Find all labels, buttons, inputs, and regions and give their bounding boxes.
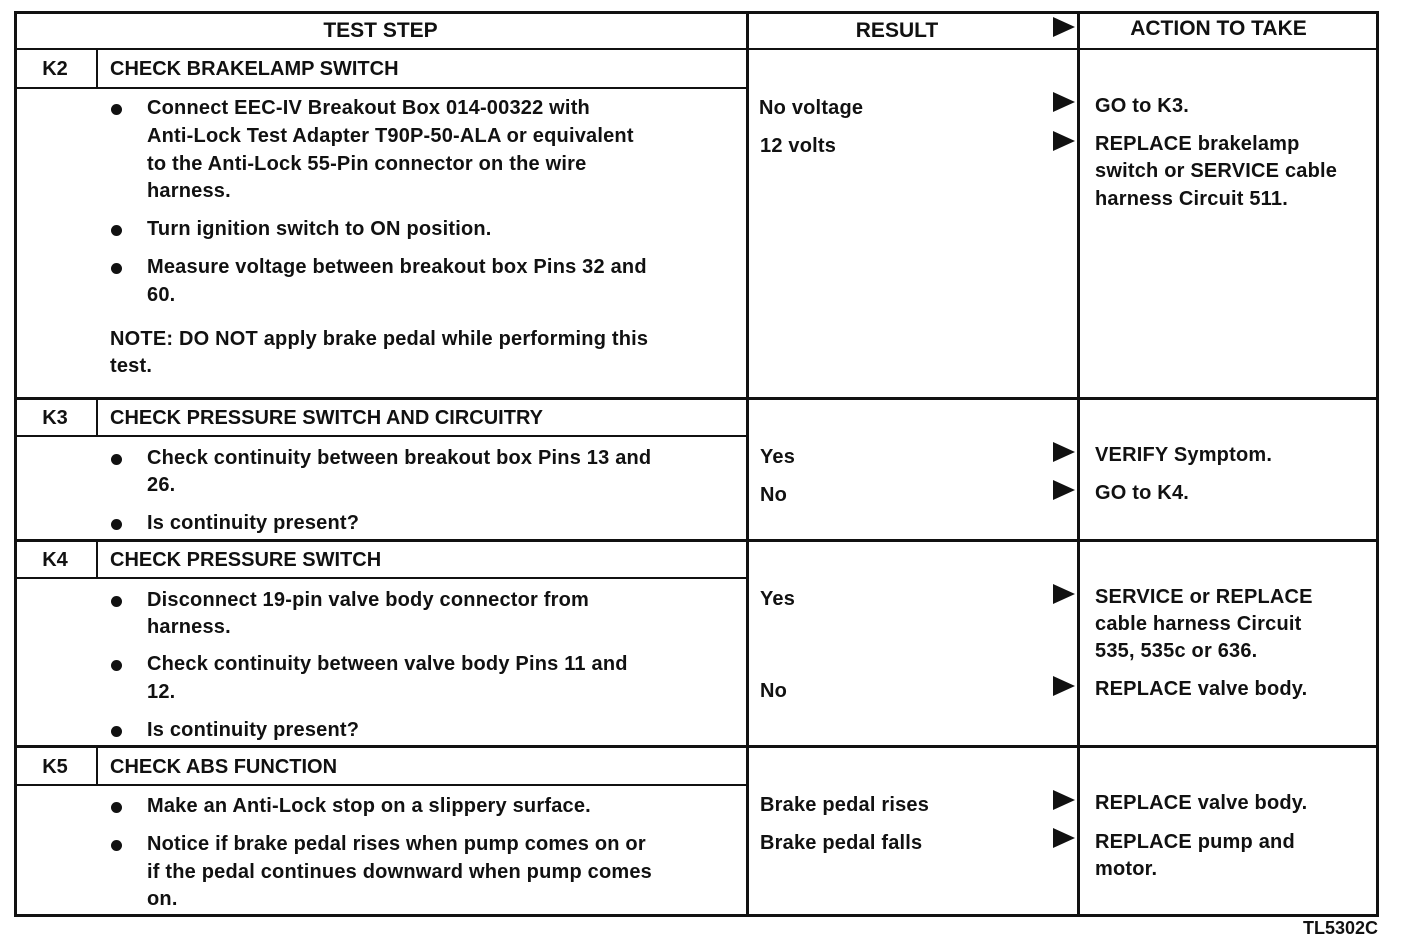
k2-bullet3-line1: Measure voltage between breakout box Pins 32 and — [147, 256, 647, 278]
k5-action-1: REPLACE valve body. — [1095, 792, 1308, 814]
result-arrow-icon — [1053, 828, 1075, 848]
bullet-icon — [111, 726, 122, 737]
k5-result-2: Brake pedal falls — [760, 832, 923, 854]
title-underline-k4 — [14, 577, 748, 579]
k4-action-1-line3: 535, 535c or 636. — [1095, 640, 1258, 662]
id-divider-k3 — [96, 399, 98, 437]
k2-action-2-line2: switch or SERVICE cable — [1095, 160, 1338, 182]
k3-bullet2-line1: Is continuity present? — [147, 512, 360, 534]
result-arrow-icon — [1053, 131, 1075, 151]
bullet-icon — [111, 840, 122, 851]
title-underline-k5 — [14, 784, 748, 786]
k3-bullet1-line2: 26. — [147, 474, 176, 496]
k4-bullet3-line1: Is continuity present? — [147, 719, 360, 741]
k2-bullet1-line2: Anti-Lock Test Adapter T90P-50-ALA or equivalent — [147, 125, 634, 147]
k4-action-2: REPLACE valve body. — [1095, 678, 1308, 700]
result-arrow-icon — [1053, 442, 1075, 462]
step-id-k3: K3 — [42, 407, 68, 429]
k2-note-line2: test. — [110, 355, 153, 377]
k3-bullet1-line1: Check continuity between breakout box Pins 13 and — [147, 447, 652, 469]
k2-bullet3-line2: 60. — [147, 284, 176, 306]
k5-action-2-line2: motor. — [1095, 858, 1158, 880]
step-title-k3: CHECK PRESSURE SWITCH AND CIRCUITRY — [110, 407, 543, 429]
k4-bullet1-line1: Disconnect 19-pin valve body connector from — [147, 589, 590, 611]
k4-result-2: No — [760, 680, 788, 702]
header-action: ACTION TO TAKE — [1130, 17, 1307, 40]
title-underline-k2 — [14, 87, 748, 89]
k2-bullet1-line1: Connect EEC-IV Breakout Box 014-00322 with — [147, 97, 590, 119]
figure-code: TL5302C — [1302, 918, 1378, 938]
k5-result-1: Brake pedal rises — [760, 794, 930, 816]
table-border-bottom — [14, 914, 1378, 917]
bullet-icon — [111, 225, 122, 236]
k2-bullet2-line1: Turn ignition switch to ON position. — [147, 218, 492, 240]
bullet-icon — [111, 454, 122, 465]
id-divider-k2 — [96, 50, 98, 89]
bullet-icon — [111, 660, 122, 671]
k5-bullet2-line1: Notice if brake pedal rises when pump comes on or — [147, 833, 646, 855]
result-arrow-icon — [1053, 480, 1075, 500]
column-divider-result — [746, 11, 749, 917]
k2-bullet1-line3: to the Anti-Lock 55-Pin connector on the wire — [147, 153, 587, 175]
result-arrow-icon — [1053, 584, 1075, 604]
result-arrow-icon — [1053, 676, 1075, 696]
k4-action-1-line1: SERVICE or REPLACE — [1095, 586, 1313, 608]
k5-bullet2-line3: on. — [147, 888, 178, 910]
row-divider-k4 — [14, 539, 1378, 542]
k2-result-1: No voltage — [759, 97, 864, 119]
k4-bullet2-line2: 12. — [147, 681, 176, 703]
header-result: RESULT — [855, 19, 939, 42]
k2-result-2: 12 volts — [760, 135, 837, 157]
k2-bullet1-line4: harness. — [147, 180, 231, 202]
table-border-right — [1376, 11, 1379, 917]
k2-note-line1: NOTE: DO NOT apply brake pedal while performing this — [110, 328, 649, 350]
k3-result-2: No — [760, 484, 788, 506]
k2-action-2-line3: harness Circuit 511. — [1095, 188, 1288, 210]
bullet-icon — [111, 263, 122, 274]
k2-action-2-line1: REPLACE brakelamp — [1095, 133, 1300, 155]
k4-result-1: Yes — [760, 588, 796, 610]
step-title-k5: CHECK ABS FUNCTION — [110, 756, 338, 778]
k5-action-2-line1: REPLACE pump and — [1095, 831, 1295, 853]
step-id-k5: K5 — [42, 756, 68, 778]
id-divider-k4 — [96, 541, 98, 579]
row-divider-k5 — [14, 745, 1378, 748]
result-arrow-icon — [1053, 790, 1075, 810]
step-title-k2: CHECK BRAKELAMP SWITCH — [110, 58, 399, 80]
k4-bullet2-line1: Check continuity between valve body Pins 11 and — [147, 653, 628, 675]
k3-action-1: VERIFY Symptom. — [1095, 444, 1273, 466]
row-divider-k3 — [14, 397, 1378, 400]
step-id-k4: K4 — [42, 549, 68, 571]
bullet-icon — [111, 596, 122, 607]
k2-action-1: GO to K3. — [1095, 95, 1190, 117]
table-border-top — [14, 11, 1378, 14]
bullet-icon — [111, 519, 122, 530]
table-border-left — [14, 11, 17, 917]
k5-bullet1-line1: Make an Anti-Lock stop on a slippery surface. — [147, 795, 591, 817]
k4-bullet1-line2: harness. — [147, 616, 231, 638]
result-arrow-icon — [1053, 92, 1075, 112]
header-arrow-icon — [1053, 17, 1075, 37]
k3-action-2: GO to K4. — [1095, 482, 1190, 504]
header-divider — [14, 48, 1378, 50]
bullet-icon — [111, 802, 122, 813]
column-divider-action — [1077, 11, 1080, 917]
step-id-k2: K2 — [42, 58, 68, 80]
k4-action-1-line2: cable harness Circuit — [1095, 613, 1302, 635]
title-underline-k3 — [14, 435, 748, 437]
id-divider-k5 — [96, 747, 98, 786]
header-test-step: TEST STEP — [323, 19, 438, 42]
bullet-icon — [111, 104, 122, 115]
k5-bullet2-line2: if the pedal continues downward when pump comes — [147, 861, 653, 883]
step-title-k4: CHECK PRESSURE SWITCH — [110, 549, 382, 571]
k3-result-1: Yes — [760, 446, 796, 468]
